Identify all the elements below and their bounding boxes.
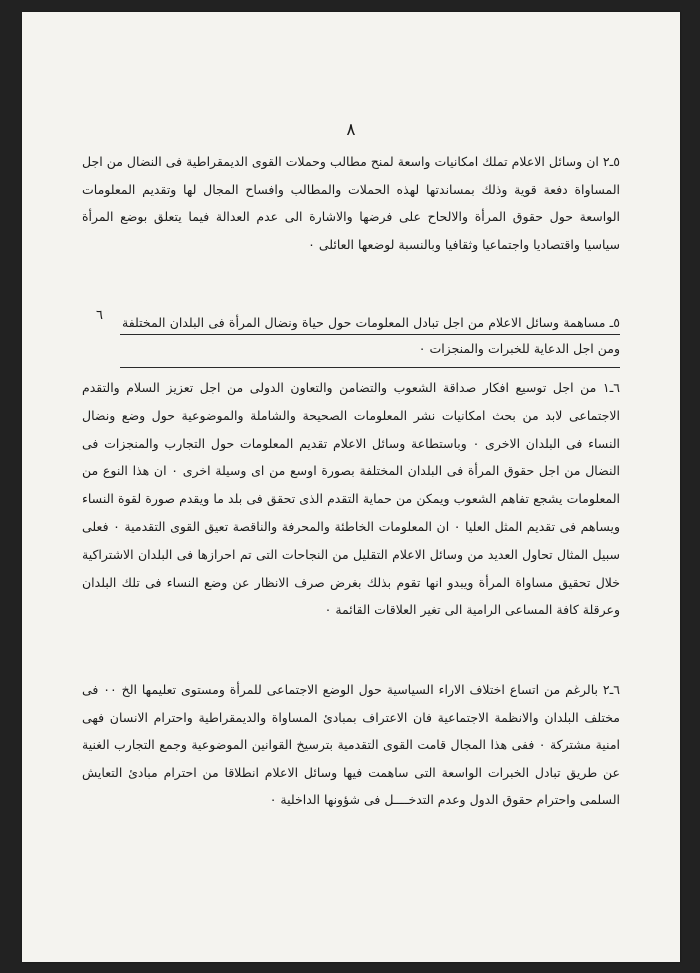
heading-underline-2: [120, 367, 620, 368]
paragraph-6-1: ٦ـ١ من اجل توسيع افكار صداقة الشعوب والتضامن والتعاون الدولى من اجل تعزيز السلام والتقدم الاجتماعى لابد من بحث امكانيات نشر المعلومات الصحيحة والشاملة والموضوعية حول وضع ونضال النساء فى البلدان الاخرى ٠ وباستطاعة وسائل الاعلام تقديم المعلومات حول التجارب والمنجزات فى النضال من اجل حقوق المرأة فى البلدان المختلفة بصورة اوسع من اى وسيلة اخرى ٠ ان هذا النوع من المعلومات يشجع تفاهم الشعوب ويمكن من حماية التقدم الذى تحقق فى بلد ما ويقدم صورة لقوة النساء ويساهم فى تقديم المثل العليا ٠ ان المعلومات الخاطئة والمحرفة والناقصة تعيق القوى التقدمية ٠ فعلى سبيل المثال تحاول العديد من وسائل الاعلام التقليل من النجاحات التى تم احرازها فى البلدان الاشتراكية خلال تحقيق مساواة المرأة ويبدو انها تقوم بذلك بغرض صرف الانظار عن وضع النساء فى تلك البلدان وعرقلة كافة المساعى الرامية الى تغير العلاقات القائمة ٠: [82, 380, 621, 618]
paragraph-5-2: ٥ـ٢ ان وسائل الاعلام تملك امكانيات واسعة لمنح مطالب وحملات القوى الديمقراطية فى النضال من اجل المساواة دفعة قوية وذلك بمساندتها لهذه الحملات والمطالب وافساح المجال لها وتقديم المعلومات الواسعة حول حقوق المرأة والالحاح على فرضها والاشارة الى عدم العدالة فيما يتعلق بوضع المرأة سياسيا واقتصاديا واجتماعيا وثقافيا وبالنسبة لوضعها العائلى ٠: [82, 154, 620, 252]
heading-underline-1: [120, 334, 620, 335]
page-number: ٨: [346, 120, 356, 140]
document-page: [22, 12, 680, 962]
section-number: ٦: [96, 308, 103, 323]
paragraph-6-2: ٦ـ٢ بالرغم من اتساع اختلاف الاراء السياسية حول الوضع الاجتماعى للمرأة ومستوى تعليمها الخ ٠٠ فى مختلف البلدان والانظمة الاجتماعية فان الاعتراف بمبادئ المساواة والديمقراطية واحترام الانسان فهى امنية مشتركة ٠ ففى هذا المجال قامت القوى التقدمية بترسيخ القوانين الموضوعية وجمع التجارب الغنية عن طريق تبادل الخبرات الواسعة التى ساهمت فيها وسائل الاعلام انطلاقا من احترام مبادئ التعايش السلمى واحترام حقوق الدول وعدم التدخــــل فى شؤونها الداخلية ٠: [82, 682, 620, 807]
section-heading: ٥ـ مساهمة وسائل الاعلام من اجل تبادل المعلومات حول حياة ونضال المرأة فى البلدان المختلفة ومن اجل الدعاية للخبرات والمنجزات ٠: [122, 315, 620, 356]
